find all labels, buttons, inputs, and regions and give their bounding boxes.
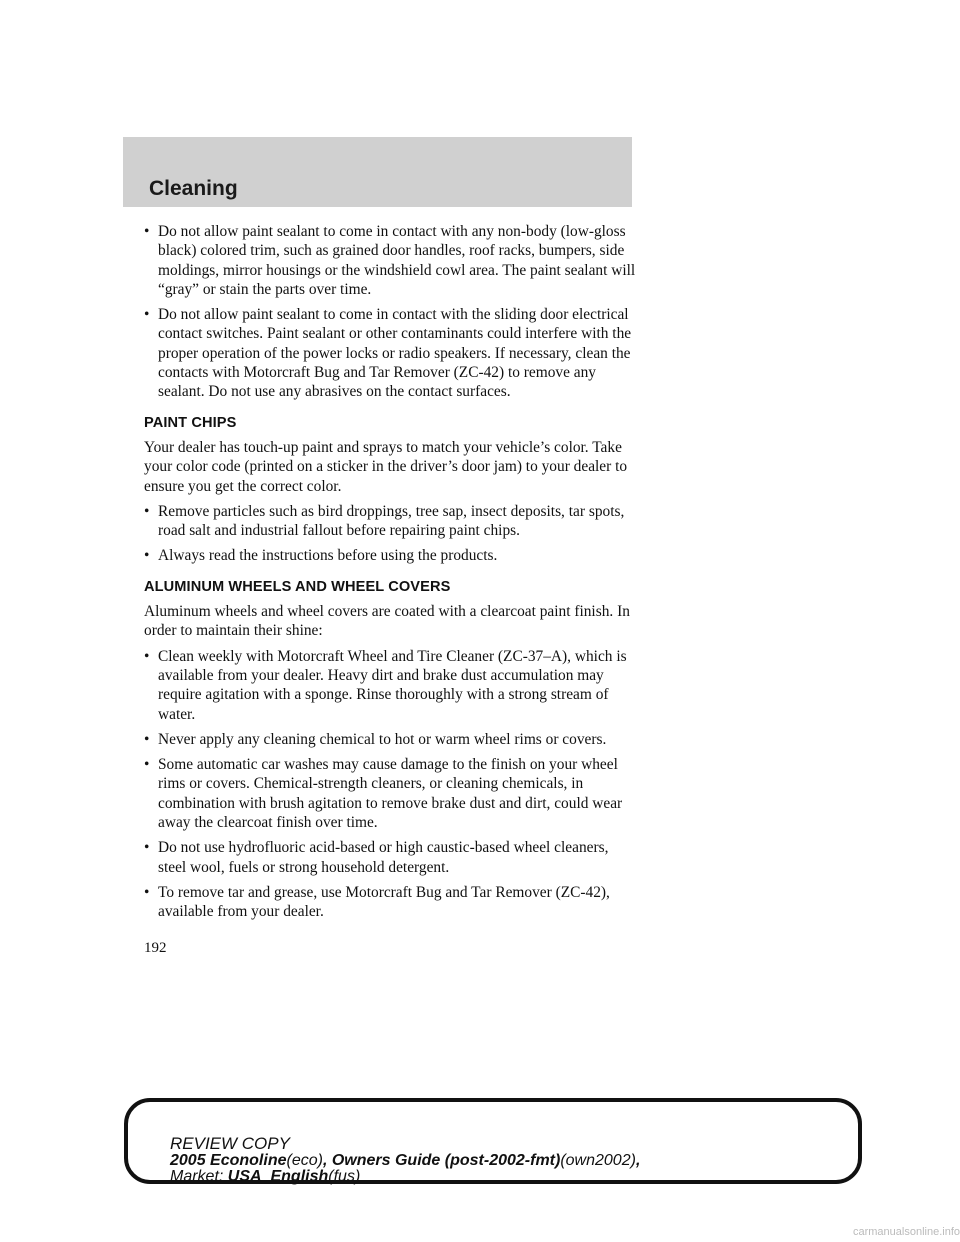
list-item: • To remove tar and grease, use Motorcraft Bug and Tar Remover (ZC-42), available from your dealer. bbox=[144, 883, 610, 921]
page-number: 192 bbox=[144, 940, 167, 956]
bullet-icon: • bbox=[144, 883, 150, 901]
bullet-icon: • bbox=[144, 730, 150, 748]
page-content bbox=[144, 222, 640, 928]
bullet-icon: • bbox=[144, 306, 150, 324]
section-header-band bbox=[123, 137, 632, 207]
review-market-line: Market: USA_English(fus) bbox=[170, 1168, 361, 1185]
list-item: • Do not use hydrofluoric acid-based or high caustic-based wheel cleaners, steel wool, fuels or strong household detergent. bbox=[144, 839, 609, 876]
list-item: • Always read the instructions before using the products. bbox=[144, 547, 498, 565]
list-item: • Some automatic car washes may cause damage to the finish on your wheel rims or covers. Chemical-strength cleaners, or cleaning chemicals, in combination with brush agitation to remove brake dust and dirt, could wear away the clearcoat finish over time. bbox=[144, 756, 623, 832]
review-model-line: 2005 Econoline(eco), Owners Guide (post-2002-fmt)(own2002), bbox=[170, 1152, 641, 1169]
list-item: • Do not allow paint sealant to come in contact with the sliding door electrical contact switches. Paint sealant or other contaminants could interfere with the proper operation of the power locks or radio speakers. If necessary, clean the contacts with Motorcraft Bug and Tar Remover (ZC-42) to remove any sealant. Do not use any abrasives on the contact surfaces. bbox=[144, 306, 632, 401]
wheels-paragraph: Aluminum wheels and wheel covers are coated with a clearcoat paint finish. In order to maintain their shine: bbox=[144, 603, 630, 640]
review-copy-label: REVIEW COPY bbox=[170, 1134, 290, 1153]
list-item: • Do not allow paint sealant to come in contact with any non-body (low-gloss black) colored trim, such as grained door handles, roof racks, bumpers, side moldings, mirror housings or the windshield cowl area. The paint sealant will “gray” or stain the parts over time. bbox=[144, 223, 636, 298]
list-item: • Never apply any cleaning chemical to hot or warm wheel rims or covers. bbox=[144, 730, 607, 748]
paint-chips-paragraph: Your dealer has touch-up paint and sprays to match your vehicle’s color. Take your color code (printed on a sticker in the driver’s door jam) to your dealer to ensure you get the correct color. bbox=[144, 438, 628, 495]
section-title: Cleaning bbox=[149, 177, 238, 200]
bullet-icon: • bbox=[144, 223, 150, 240]
bullet-icon: • bbox=[144, 502, 150, 520]
list-item: • Remove particles such as bird droppings, tree sap, insect deposits, tar spots, road salt and industrial fallout before repairing paint chips. bbox=[144, 502, 625, 540]
list-item: • Clean weekly with Motorcraft Wheel and Tire Cleaner (ZC-37–A), which is available from your dealer. Heavy dirt and brake dust accumulation may require agitation with a sponge. Rinse thoroughly with a strong stream of water. bbox=[144, 647, 627, 723]
bullet-icon: • bbox=[144, 756, 150, 774]
wheels-heading: ALUMINUM WHEELS AND WHEEL COVERS bbox=[144, 578, 451, 595]
bullet-icon: • bbox=[144, 547, 150, 565]
paint-chips-heading: PAINT CHIPS bbox=[144, 414, 237, 431]
bullet-icon: • bbox=[144, 839, 150, 857]
review-copy-box bbox=[124, 1098, 862, 1184]
bullet-icon: • bbox=[144, 647, 150, 665]
watermark: carmanualsonline.info bbox=[852, 1226, 960, 1238]
